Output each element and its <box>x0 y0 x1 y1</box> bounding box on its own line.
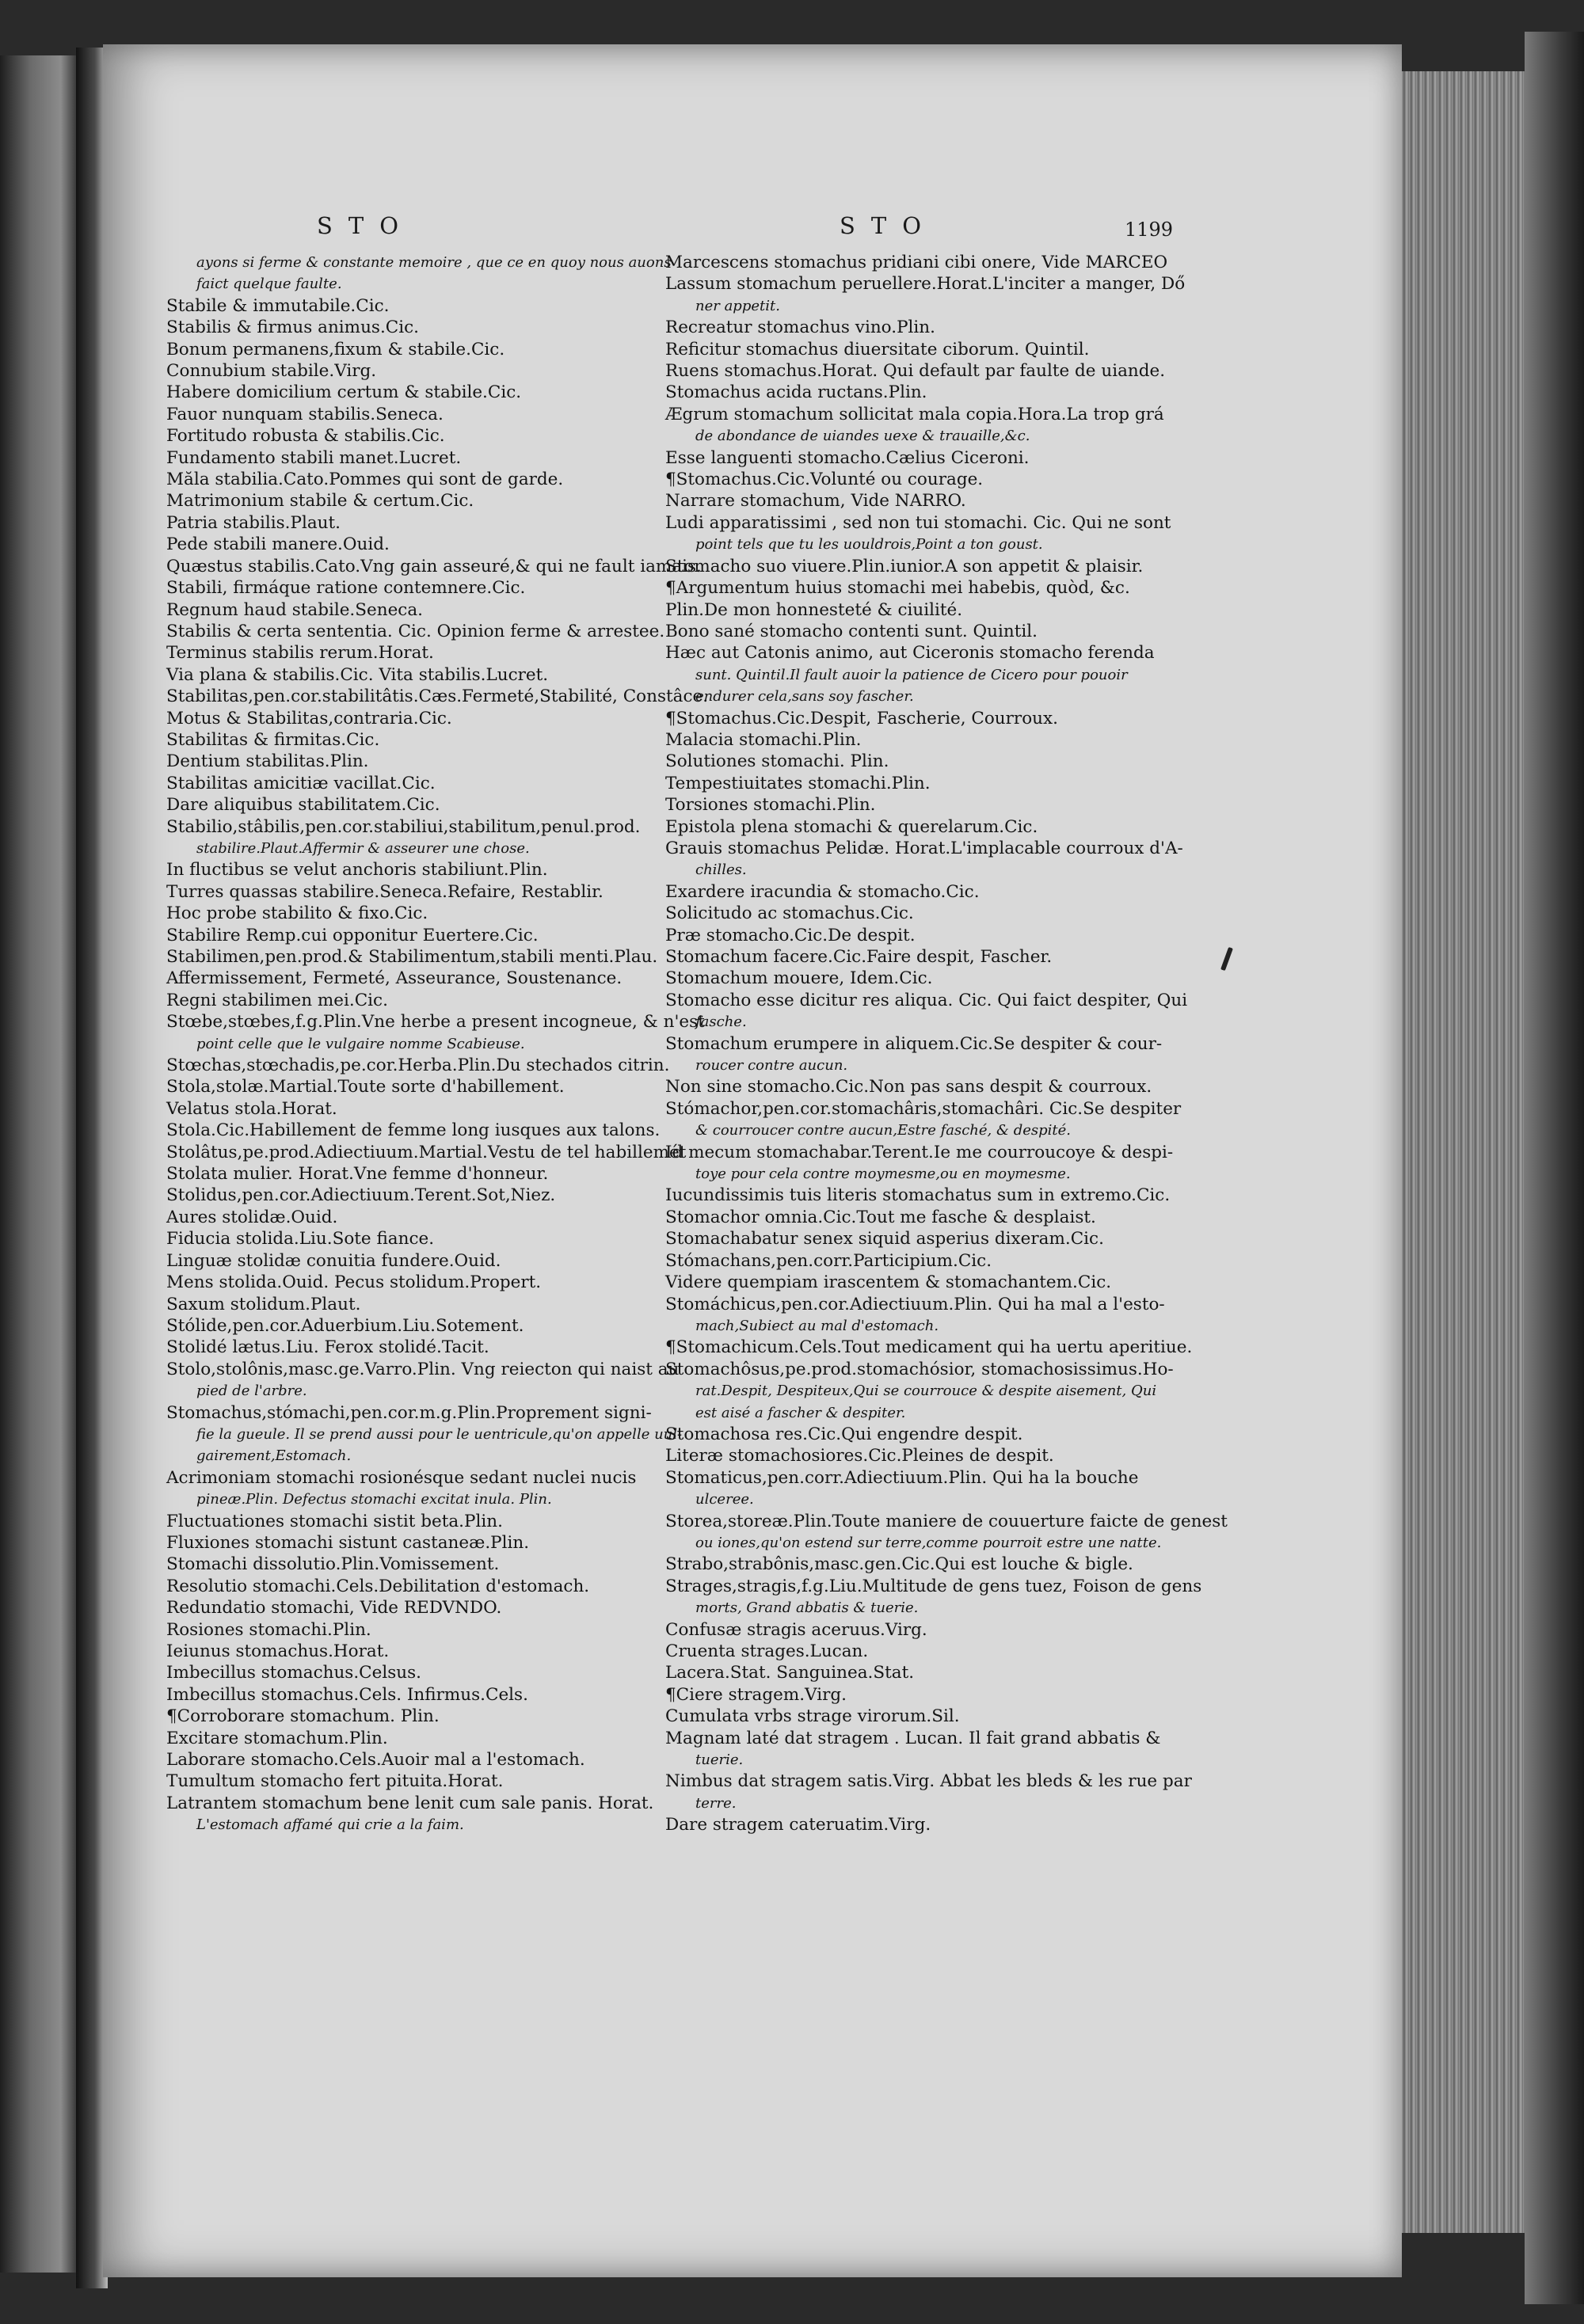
entry-line: Ruens stomachus.Horat. Qui default par faulte de uiande. <box>665 361 1166 382</box>
entry-line: Dare aliquibus stabilitatem.Cic. <box>166 795 440 816</box>
entry-line: est aisé a fascher & despiter. <box>695 1404 906 1421</box>
entry-line: Stola.Cic.Habillement de femme long iusques aux talons. <box>166 1120 661 1141</box>
entry-line: Bonum permanens,fixum & stabile.Cic. <box>166 339 505 359</box>
entry-line: Stabili, firmáque ratione contemnere.Cic. <box>166 578 526 599</box>
entry-line: Stomachi dissolutio.Plin.Vomissement. <box>166 1554 500 1575</box>
entry-line: ou iones,qu'on estend sur terre,comme pourroit estre une natte. <box>695 1534 1162 1551</box>
entry-line: ¶Corroborare stomachum. Plin. <box>166 1706 440 1727</box>
entry-line: Stabilis & certa sententia. Cic. Opinion ferme & arrestee. <box>166 621 665 641</box>
entry-line: point tels que tu les uouldrois,Point a ton goust. <box>695 536 1043 553</box>
left-column <box>149 252 709 1836</box>
page-number: 1199 <box>1125 219 1174 241</box>
entry-line: Stomachus,stómachi,pen.cor.m.g.Plin.Proprement signi- <box>166 1402 652 1423</box>
entry-line: Stomáchicus,pen.cor.Adiectiuum.Plin. Qui ha mal a l'esto- <box>665 1294 1165 1314</box>
entry-line: Linguæ stolidæ conuitia fundere.Ouid. <box>166 1250 501 1271</box>
entry-line: Stolidé lætus.Liu. Ferox stolidé.Tacit. <box>166 1337 489 1358</box>
entry-line: ¶Argumentum huius stomachi mei habebis, quòd, &c. <box>665 578 1130 599</box>
entry-line: Non sine stomacho.Cic.Non pas sans despit & courroux. <box>665 1077 1152 1097</box>
entry-line: Stomaticus,pen.corr.Adiectiuum.Plin. Qui ha la bouche <box>665 1467 1139 1488</box>
entry-line: & courroucer contre aucun,Estre fasché, & despité. <box>695 1122 1072 1139</box>
entry-line: Quæstus stabilis.Cato.Vng gain asseuré,& qui ne fault iamais. <box>166 556 702 576</box>
entry-line: Videre quempiam irascentem & stomachantem.Cic. <box>665 1272 1112 1293</box>
entry-line: terre. <box>695 1794 737 1812</box>
entry-line: Solicitudo ac stomachus.Cic. <box>665 903 914 924</box>
entry-line: stabilire.Plaut.Affermir & asseurer une chose. <box>196 839 530 857</box>
entry-line: Turres quassas stabilire.Seneca.Refaire, Restablir. <box>166 881 604 902</box>
entry-line: Fluxiones stomachi sistunt castaneæ.Plin. <box>166 1532 530 1553</box>
entry-line: Matrimonium stabile & certum.Cic. <box>166 491 474 512</box>
entry-line: Stomachosa res.Cic.Qui engendre despit. <box>665 1424 1023 1444</box>
entry-line: Imbecillus stomachus.Celsus. <box>166 1663 421 1683</box>
entry-line: Rosiones stomachi.Plin. <box>166 1619 371 1640</box>
entry-line: Malacia stomachi.Plin. <box>665 729 862 750</box>
entry-line: Stabilis & firmus animus.Cic. <box>166 318 419 338</box>
right-column <box>648 252 1228 1836</box>
entry-line: Narrare stomachum, Vide NARRO. <box>665 491 966 512</box>
entry-line: Dare stragem cateruatim.Virg. <box>665 1815 931 1835</box>
entry-line: Via plana & stabilis.Cic. Vita stabilis.Lucret. <box>166 664 549 685</box>
entry-line: morts, Grand abbatis & tuerie. <box>695 1599 919 1617</box>
entry-line: Reficitur stomachus diuersitate ciborum. Quintil. <box>665 339 1090 359</box>
entry-line: Stolidus,pen.cor.Adiectiuum.Terent.Sot,Niez. <box>166 1185 556 1206</box>
running-head-left: STO <box>317 212 414 239</box>
entry-line: ¶Stomachus.Cic.Volunté ou courage. <box>665 470 984 490</box>
entry-line: Dentium stabilitas.Plin. <box>166 751 369 772</box>
entry-line: Stabilimen,pen.prod.& Stabilimentum,stabili menti.Plau. <box>166 947 658 967</box>
entry-line: Motus & Stabilitas,contraria.Cic. <box>166 708 452 728</box>
entry-line: Acrimoniam stomachi rosionésque sedant nuclei nucis <box>166 1467 637 1488</box>
entry-line: ayons si ferme & constante memoire , que ce en quoy nous auons <box>196 254 672 271</box>
entry-line: Præ stomacho.Cic.De despit. <box>665 925 916 945</box>
entry-line: Stabilire Remp.cui opponitur Euertere.Cic. <box>166 925 539 945</box>
entry-line: Fiducia stolida.Liu.Sote fiance. <box>166 1229 435 1249</box>
entry-line: Fortitudo robusta & stabilis.Cic. <box>166 426 445 447</box>
entry-line: Mens stolida.Ouid. Pecus stolidum.Propert. <box>166 1272 542 1293</box>
entry-line: Excitare stomachum.Plin. <box>166 1728 388 1748</box>
entry-line: In fluctibus se velut anchoris stabiliunt.Plin. <box>166 860 548 881</box>
entry-line: rat.Despit, Despiteux,Qui se courrouce & despite aisement, Qui <box>695 1383 1157 1400</box>
entry-line: sunt. Quintil.Il fault auoir la patience de Cicero pour pouoir <box>695 666 1128 683</box>
entry-line: Aures stolidæ.Ouid. <box>166 1207 338 1227</box>
entry-line: pineæ.Plin. Defectus stomachi excitat inula. Plin. <box>196 1491 552 1508</box>
entry-line: Stabile & immutabile.Cic. <box>166 295 390 316</box>
entry-line: Marcescens stomachus pridiani cibi onere, Vide MARCEO <box>665 253 1168 272</box>
entry-line: Ieiunus stomachus.Horat. <box>166 1641 390 1661</box>
entry-line: Stabilitas & firmitas.Cic. <box>166 729 380 750</box>
entry-line: Stomachabatur senex siquid asperius dixeram.Cic. <box>665 1229 1104 1249</box>
entry-line: Pede stabili manere.Ouid. <box>166 534 390 555</box>
entry-line: Stomachor omnia.Cic.Tout me fasche & desplaist. <box>665 1207 1096 1227</box>
entry-line: Ægrum stomachum sollicitat mala copia.Hora.La trop grá <box>665 404 1164 424</box>
entry-line: Regni stabilimen mei.Cic. <box>166 990 388 1010</box>
entry-line: roucer contre aucun. <box>695 1057 848 1075</box>
entry-line: chilles. <box>695 862 747 879</box>
entry-line: faict quelque faulte. <box>196 276 342 293</box>
entry-line: Fauor nunquam stabilis.Seneca. <box>166 404 444 424</box>
entry-line: ¶Ciere stragem.Virg. <box>665 1684 847 1705</box>
entry-line: Hæc aut Catonis animo, aut Ciceronis stomacho ferenda <box>665 643 1155 664</box>
entry-line: Esse languenti stomacho.Cælius Ciceroni. <box>665 447 1030 468</box>
entry-line: ¶Stomachicum.Cels.Tout medicament qui ha uertu aperitiue. <box>665 1337 1193 1358</box>
entry-line: Latrantem stomachum bene lenit cum sale panis. Horat. <box>166 1793 654 1813</box>
entry-line: ¶Stomachus.Cic.Despit, Fascherie, Courroux. <box>665 708 1058 728</box>
entry-line: Recreatur stomachus vino.Plin. <box>665 318 935 338</box>
entry-line: Epistola plena stomachi & querelarum.Cic. <box>665 816 1038 837</box>
entry-line: Măla stabilia.Cato.Pommes qui sont de garde. <box>166 470 564 490</box>
entry-line: Stomachôsus,pe.prod.stomachósior, stomachosissimus.Ho- <box>665 1359 1174 1379</box>
entry-line: Stola,stolæ.Martial.Toute sorte d'habillement. <box>166 1077 565 1097</box>
left-page-edge <box>0 55 76 2273</box>
entry-line: Id mecum stomachabar.Terent.Ie me courroucoye & despi- <box>665 1142 1174 1162</box>
running-head-right: STO <box>840 212 937 239</box>
entry-line: Confusæ stragis aceruus.Virg. <box>665 1619 927 1640</box>
entry-line: Connubium stabile.Virg. <box>166 361 377 382</box>
entry-line: Habere domicilium certum & stabile.Cic. <box>166 382 522 403</box>
entry-line: Exardere iracundia & stomacho.Cic. <box>665 881 980 902</box>
entry-line: Resolutio stomachi.Cels.Debilitation d'estomach. <box>166 1576 590 1596</box>
entry-line: ulceree. <box>695 1491 754 1508</box>
entry-line: Stolo,stolônis,masc.ge.Varro.Plin. Vng reiecton qui naist au <box>166 1359 680 1379</box>
entry-line: Stólide,pen.cor.Aduerbium.Liu.Sotement. <box>166 1315 524 1336</box>
entry-line: Regnum haud stabile.Seneca. <box>166 599 423 620</box>
entry-line: Plin.De mon honnesteté & ciuilité. <box>665 599 963 620</box>
entry-line: toye pour cela contre moymesme,ou en moymesme. <box>695 1166 1071 1183</box>
entry-line: Lacera.Stat. Sanguinea.Stat. <box>665 1663 915 1683</box>
entry-line: Velatus stola.Horat. <box>166 1098 337 1119</box>
entry-line: Strabo,strabônis,masc.gen.Cic.Qui est louche & bigle. <box>665 1554 1133 1575</box>
entry-line: Stómachor,pen.cor.stomachâris,stomachâri. Cic.Se despiter <box>665 1098 1182 1119</box>
entry-line: Stomacho esse dicitur res aliqua. Cic. Qui faict despiter, Qui <box>665 990 1188 1010</box>
entry-line: Stomachum erumpere in aliquem.Cic.Se despiter & cour- <box>665 1033 1163 1054</box>
entry-line: point celle que le vulgaire nomme Scabieuse. <box>196 1035 525 1052</box>
entry-line: Stabilitas amicitiæ vacillat.Cic. <box>166 773 436 793</box>
entry-line: Solutiones stomachi. Plin. <box>665 751 889 772</box>
entry-line: pied de l'arbre. <box>196 1383 307 1400</box>
entry-line: Stabilitas,pen.cor.stabilitâtis.Cæs.Fermeté,Stabilité, Constâce. <box>166 687 709 707</box>
entry-line: Nimbus dat stragem satis.Virg. Abbat les bleds & les rue par <box>665 1771 1192 1792</box>
entry-line: Stómachans,pen.corr.Participium.Cic. <box>665 1250 992 1271</box>
book-cover-edge <box>1525 32 1584 2304</box>
entry-line: Ludi apparatissimi , sed non tui stomachi. Cic. Qui ne sont <box>665 512 1171 533</box>
entry-line: Fluctuationes stomachi sistit beta.Plin. <box>166 1511 503 1531</box>
entry-line: Stolâtus,pe.prod.Adiectiuum.Martial.Vestu de tel habillemét <box>166 1142 687 1162</box>
entry-line: Torsiones stomachi.Plin. <box>665 795 876 816</box>
entry-line: Laborare stomacho.Cels.Auoir mal a l'estomach. <box>166 1750 585 1771</box>
entry-line: Literæ stomachosiores.Cic.Pleines de despit. <box>665 1446 1054 1466</box>
entry-line: Stœchas,stœchadis,pe.cor.Herba.Plin.Du stechados citrin. <box>166 1055 670 1076</box>
entry-line: fasche. <box>695 1014 747 1031</box>
entry-line: Redundatio stomachi, Vide REDVNDO. <box>166 1598 502 1618</box>
entry-line: Storea,storeæ.Plin.Toute maniere de couuerture faicte de genest <box>665 1511 1228 1531</box>
entry-line: Tempestiuitates stomachi.Plin. <box>665 773 931 793</box>
entry-line: Affermissement, Fermeté, Asseurance, Soustenance. <box>166 968 623 989</box>
entry-line: Stomachum facere.Cic.Faire despit, Fascher. <box>665 947 1053 967</box>
entry-line: Stabilio,stâbilis,pen.cor.stabiliui,stabilitum,penul.prod. <box>166 816 641 837</box>
entry-line: Stomachum mouere, Idem.Cic. <box>665 968 933 989</box>
entry-line: Hoc probe stabilito & fixo.Cic. <box>166 903 428 924</box>
entry-line: Iucundissimis tuis literis stomachatus sum in extremo.Cic. <box>665 1185 1171 1206</box>
entry-line: tuerie. <box>695 1752 744 1769</box>
entry-line: Lassum stomachum peruellere.Horat.L'inciter a manger, Dő <box>665 274 1186 295</box>
entry-line: ner appetit. <box>695 297 780 314</box>
entry-line: Stomacho suo viuere.Plin.iunior.A son appetit & plaisir. <box>665 556 1144 576</box>
entry-line: Cumulata vrbs strage virorum.Sil. <box>665 1706 960 1727</box>
entry-line: Patria stabilis.Plaut. <box>166 512 341 533</box>
entry-line: Saxum stolidum.Plaut. <box>166 1294 361 1314</box>
entry-line: Cruenta strages.Lucan. <box>665 1641 869 1661</box>
entry-line: Strages,stragis,f.g.Liu.Multitude de gens tuez, Foison de gens <box>665 1576 1202 1596</box>
entry-line: fie la gueule. Il se prend aussi pour le uentricule,qu'on appelle uul- <box>196 1425 683 1443</box>
entry-line: Fundamento stabili manet.Lucret. <box>166 447 462 468</box>
entry-line: Grauis stomachus Pelidæ. Horat.L'implacable courroux d'A- <box>665 838 1183 858</box>
entry-line: de abondance de uiandes uexe & trauaille,&c. <box>695 428 1030 445</box>
entry-line: Tumultum stomacho fert pituita.Horat. <box>166 1771 504 1792</box>
entry-line: Stomachus acida ructans.Plin. <box>665 382 927 403</box>
entry-line: Bono sané stomacho contenti sunt. Quintil. <box>665 621 1038 641</box>
entry-line: gairement,Estomach. <box>196 1447 352 1465</box>
entry-line: Terminus stabilis rerum.Horat. <box>166 643 434 664</box>
entry-line: mach,Subiect au mal d'estomach. <box>695 1317 939 1334</box>
entry-line: Stolata mulier. Horat.Vne femme d'honneur. <box>166 1164 549 1185</box>
entry-line: Stœbe,stœbes,f.g.Plin.Vne herbe a present incogneue, & n'est <box>166 1012 705 1033</box>
entry-line: Magnam laté dat stragem . Lucan. Il fait grand abbatis & <box>665 1728 1161 1748</box>
entry-line: endurer cela,sans soy fascher. <box>695 688 914 706</box>
entry-line: Imbecillus stomachus.Cels. Infirmus.Cels. <box>166 1684 528 1705</box>
entry-line: L'estomach affamé qui crie a la faim. <box>196 1816 464 1834</box>
